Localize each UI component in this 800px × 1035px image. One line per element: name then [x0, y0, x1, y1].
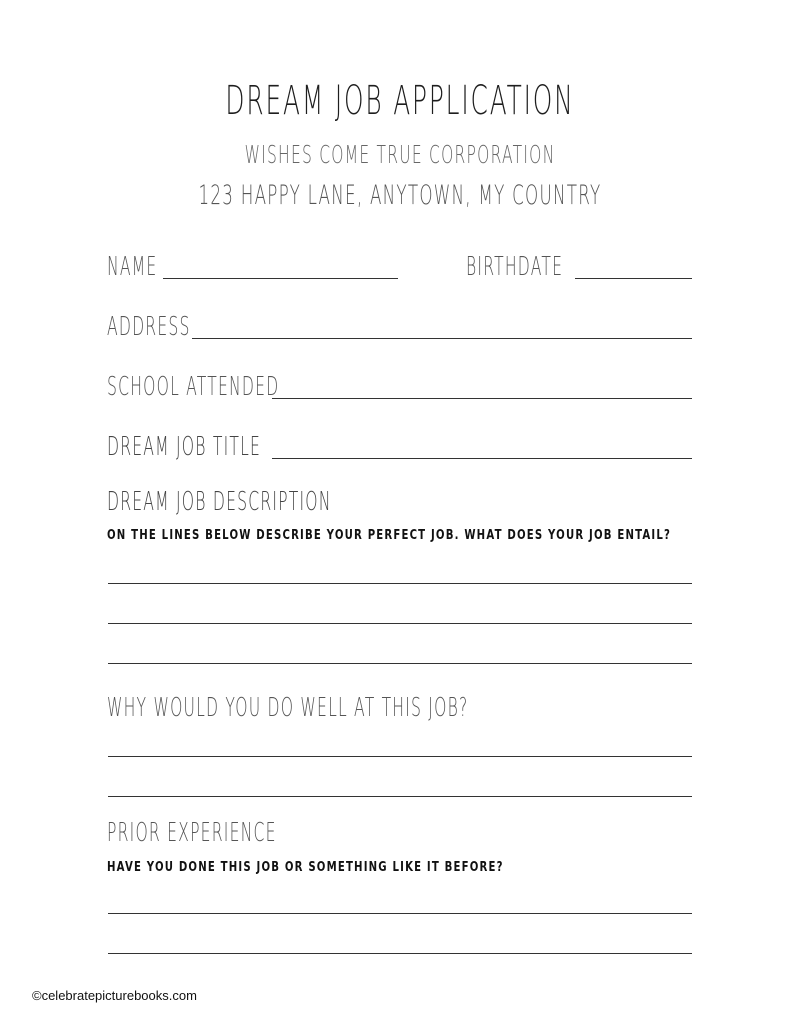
address-label: ADDRESS — [107, 312, 191, 342]
experience-line-2[interactable] — [108, 953, 692, 954]
experience-heading: PRIOR EXPERIENCE — [107, 818, 277, 848]
address-field[interactable] — [192, 338, 692, 339]
page-title: DREAM JOB APPLICATION — [225, 78, 575, 124]
job-title-label: DREAM JOB TITLE — [107, 432, 262, 462]
experience-instruction: HAVE YOU DONE THIS JOB OR SOMETHING LIKE IT BEFORE? — [107, 860, 504, 875]
school-label: SCHOOL ATTENDED — [107, 372, 280, 402]
description-line-1[interactable] — [108, 583, 692, 584]
birthdate-label: BIRTHDATE — [466, 252, 564, 282]
why-line-1[interactable] — [108, 756, 692, 757]
name-label: NAME — [107, 252, 158, 282]
experience-line-1[interactable] — [108, 913, 692, 914]
why-line-2[interactable] — [108, 796, 692, 797]
company-name: WISHES COME TRUE CORPORATION — [244, 140, 556, 169]
company-address: 123 HAPPY LANE, ANYTOWN, MY COUNTRY — [198, 180, 602, 211]
job-title-field[interactable] — [272, 458, 692, 459]
description-instruction: ON THE LINES BELOW DESCRIBE YOUR PERFECT JOB. WHAT DOES YOUR JOB ENTAIL? — [107, 528, 672, 543]
birthdate-field[interactable] — [575, 278, 692, 279]
description-line-2[interactable] — [108, 623, 692, 624]
why-heading: WHY WOULD YOU DO WELL AT THIS JOB? — [107, 693, 469, 723]
name-field[interactable] — [163, 278, 398, 279]
description-heading: DREAM JOB DESCRIPTION — [107, 487, 332, 517]
copyright-text: ©celebratepicturebooks.com — [32, 988, 197, 1003]
school-field[interactable] — [272, 398, 692, 399]
description-line-3[interactable] — [108, 663, 692, 664]
